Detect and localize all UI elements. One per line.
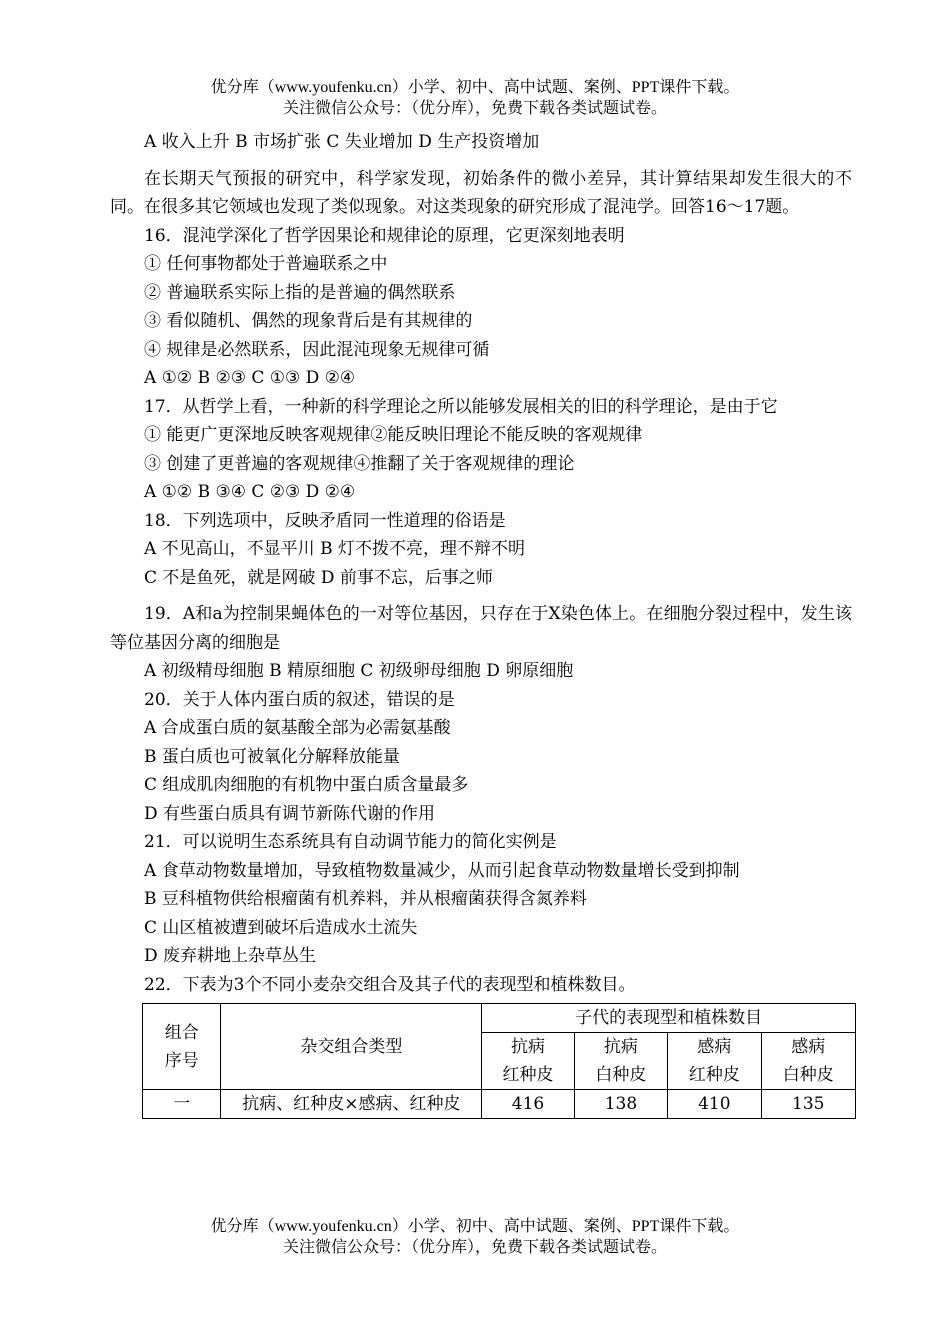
q20-stem: 20．关于人体内蛋白质的叙述，错误的是 [144, 689, 455, 710]
page-footer [0, 1216, 950, 1258]
subheader-resist-red: 抗病 红种皮 [482, 1033, 574, 1090]
q20-option-c: C 组成肌肉细胞的有机物中蛋白质含量最多 [144, 775, 469, 795]
q17-item-3-4: ③ 创建了更普遍的客观规律④推翻了关于客观规律的理论 [144, 453, 575, 474]
cell-v1: 416 [482, 1090, 574, 1119]
q21-option-c: C 山区植被遭到破坏后造成水土流失 [144, 917, 418, 938]
q18-options-cd: C 不是鱼死，就是网破 D 前事不忘，后事之师 [144, 567, 493, 588]
q18-stem: 18．下列选项中，反映矛盾同一性道理的俗语是 [144, 510, 506, 531]
header-cross-type: 杂交组合类型 [221, 1004, 482, 1090]
q16-item-4: ④ 规律是必然联系，因此混沌现象无规律可循 [144, 339, 490, 360]
page-header [0, 77, 950, 119]
cell-type: 抗病、红种皮×感病、红种皮 [221, 1090, 482, 1119]
q21-option-b: B 豆科植物供给根瘤菌有机养料，并从根瘤菌获得含氮养料 [144, 889, 587, 909]
q21-option-a: A 食草动物数量增加，导致植物数量减少，从而引起食草动物数量增长受到抑制 [144, 860, 740, 881]
cell-v2: 138 [574, 1090, 667, 1119]
subheader-suscept-white: 感病 白种皮 [761, 1033, 855, 1090]
q16-item-1: ① 任何事物都处于普遍联系之中 [144, 254, 388, 274]
q20-option-d: D 有些蛋白质具有调节新陈代谢的作用 [144, 803, 436, 824]
q16-item-2: ② 普遍联系实际上指的是普遍的偶然联系 [144, 282, 456, 303]
q20-option-a: A 合成蛋白质的氨基酸全部为必需氨基酸 [144, 718, 451, 738]
q15-options: A 收入上升 B 市场扩张 C 失业增加 D 生产投资增加 [144, 132, 540, 152]
subheader-resist-white: 抗病 白种皮 [574, 1033, 667, 1090]
subheader-suscept-red: 感病 红种皮 [668, 1033, 761, 1090]
cell-seq: 一 [143, 1090, 221, 1119]
q16-stem: 16．混沌学深化了哲学因果论和规律论的原理，它更深刻地表明 [144, 225, 625, 246]
q16-item-3: ③ 看似随机、偶然的现象背后是有其规律的 [144, 311, 473, 331]
q21-stem: 21．可以说明生态系统具有自动调节能力的简化实例是 [144, 832, 557, 852]
q20-option-b: B 蛋白质也可被氧化分解释放能量 [144, 746, 400, 767]
document-body [110, 128, 852, 1119]
cell-v4: 135 [761, 1090, 855, 1119]
q16-options: A ①② B ②③ C ①③ D ②④ [144, 368, 356, 388]
passage-chaos: 在长期天气预报的研究中，科学家发现，初始条件的微小差异，其计算结果却发生很大的不同。在很多其它领域也发现了类似现象。对这类现象的研究形成了混沌学。回答16～17题。 [110, 168, 852, 217]
footer-line-1: 优分库（www.youfenku.cn）小学、初中、高中试题、案例、PPT课件下载。 [210, 1218, 740, 1235]
table-header-row [143, 1004, 856, 1033]
cell-v3: 410 [668, 1090, 761, 1119]
header-line-1: 优分库（www.youfenku.cn）小学、初中、高中试题、案例、PPT课件下载。 [210, 79, 740, 96]
q18-options-ab: A 不见高山，不显平川 B 灯不拨不亮，理不辩不明 [144, 539, 525, 559]
table-row [143, 1090, 856, 1119]
footer-line-2: 关注微信公众号：（优分库），免费下载各类试题试卷。 [282, 1239, 667, 1256]
wheat-cross-table [142, 1003, 856, 1119]
q22-stem: 22．下表为3个不同小麦杂交组合及其子代的表现型和植株数目。 [144, 974, 636, 995]
header-offspring: 子代的表现型和植株数目 [482, 1004, 856, 1033]
q19-stem: 19．A和a为控制果蝇体色的一对等位基因，只存在于X染色体上。在细胞分裂过程中，发生该等位基因分离的细胞是 [110, 604, 852, 653]
q17-item-1-2: ① 能更广更深地反映客观规律②能反映旧理论不能反映的客观规律 [144, 425, 643, 445]
q19-options: A 初级精母细胞 B 精原细胞 C 初级卵母细胞 D 卵原细胞 [144, 661, 574, 681]
header-line-2: 关注微信公众号：（优分库），免费下载各类试题试卷。 [282, 100, 667, 117]
q17-stem: 17．从哲学上看，一种新的科学理论之所以能够发展相关的旧的科学理论，是由于它 [144, 396, 778, 417]
q17-options: A ①② B ③④ C ②③ D ②④ [144, 482, 356, 502]
q21-option-d: D 废弃耕地上杂草丛生 [144, 946, 317, 966]
header-group-seq: 组合 序号 [143, 1004, 221, 1090]
